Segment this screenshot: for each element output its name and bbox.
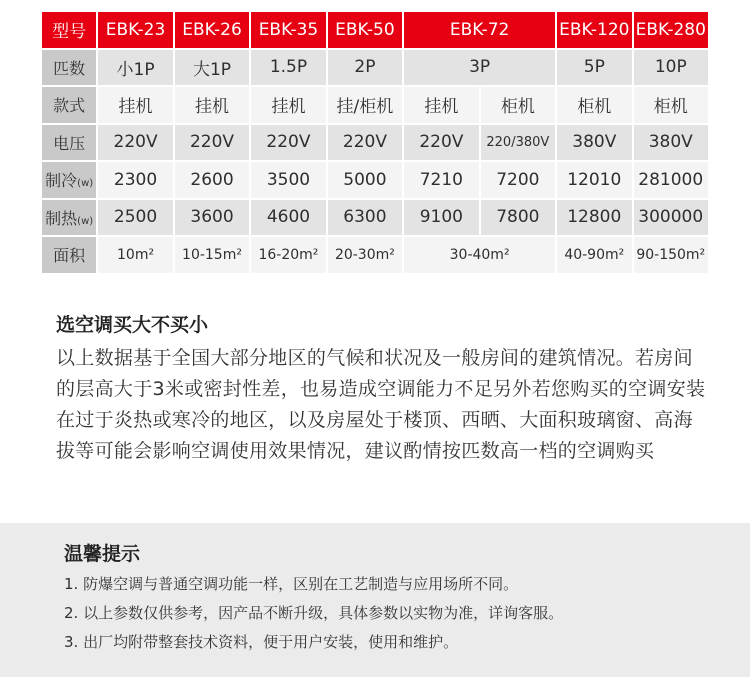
table-cell: 16-20m²	[251, 237, 325, 273]
advice-title: 选空调买大不买小	[56, 314, 209, 336]
table-row	[42, 87, 708, 123]
row-label-unit: (w)	[77, 178, 94, 190]
table-row	[42, 200, 708, 236]
table-header-row	[42, 12, 708, 48]
table-cell: 2P	[328, 50, 402, 86]
table-cell: 10-15m²	[175, 237, 249, 273]
row-label-text: 制冷	[45, 171, 78, 191]
table-cell: 柜机	[634, 87, 708, 123]
table-cell: 2300	[98, 162, 172, 198]
table-cell: 300000	[634, 200, 708, 236]
tips-item: 2. 以上参数仅供参考，因产品不断升级，具体参数以实物为准，详询客服。	[64, 604, 564, 622]
header-model: EBK-26	[175, 12, 249, 48]
table-cell: 220V	[251, 125, 325, 161]
table-cell: 4600	[251, 200, 325, 236]
table-cell: 1.5P	[251, 50, 325, 86]
advice-section	[56, 310, 706, 467]
table-cell: 30-40m²	[404, 237, 555, 273]
table-cell: 挂/柜机	[328, 87, 402, 123]
table-cell: 2600	[175, 162, 249, 198]
spec-table	[40, 10, 710, 275]
row-label: 电压	[42, 125, 96, 161]
table-cell: 20-30m²	[328, 237, 402, 273]
table-cell: 大1P	[175, 50, 249, 86]
table-cell: 380V	[634, 125, 708, 161]
header-model: EBK-50	[328, 12, 402, 48]
table-cell: 5P	[557, 50, 631, 86]
row-label: 匹数	[42, 50, 96, 86]
row-label	[42, 200, 96, 236]
table-cell: 柜机	[557, 87, 631, 123]
row-label-unit: (w)	[77, 215, 94, 227]
tips-panel	[0, 523, 750, 677]
table-row	[42, 162, 708, 198]
table-cell: 90-150m²	[634, 237, 708, 273]
tips-list	[64, 570, 563, 657]
table-cell: 小1P	[98, 50, 172, 86]
table-cell: 6300	[328, 200, 402, 236]
table-cell: 220V	[328, 125, 402, 161]
table-cell: 220V	[404, 125, 478, 161]
table-cell: 10m²	[98, 237, 172, 273]
table-cell: 3500	[251, 162, 325, 198]
table-cell: 10P	[634, 50, 708, 86]
row-label: 面积	[42, 237, 96, 273]
table-row	[42, 237, 708, 273]
table-cell: 挂机	[98, 87, 172, 123]
header-model: EBK-120	[557, 12, 631, 48]
header-model: EBK-280	[634, 12, 708, 48]
table-cell: 380V	[557, 125, 631, 161]
table-cell: 12800	[557, 200, 631, 236]
table-cell: 220V	[98, 125, 172, 161]
table-cell: 5000	[328, 162, 402, 198]
table-cell: 12010	[557, 162, 631, 198]
table-cell: 9100	[404, 200, 478, 236]
table-row	[42, 125, 708, 161]
header-model-label: 型号	[42, 12, 96, 48]
table-cell: 挂机	[404, 87, 478, 123]
table-cell: 3P	[404, 50, 555, 86]
table-row	[42, 50, 708, 86]
table-cell: 220/380V	[481, 125, 555, 161]
table-cell: 3600	[175, 200, 249, 236]
row-label: 款式	[42, 87, 96, 123]
table-cell: 挂机	[251, 87, 325, 123]
table-cell: 柜机	[481, 87, 555, 123]
table-cell: 7200	[481, 162, 555, 198]
table-cell: 7210	[404, 162, 478, 198]
advice-body: 以上数据基于全国大部分地区的气候和状况及一般房间的建筑情况。若房间的层高大于3米或密封性差，也易造成空调能力不足另外若您购买的空调安装在过于炎热或寒冷的地区，以及房屋处于楼顶、西晒、大面积玻璃窗、高海拔等可能会影响空调使用效果情况，建议酌情按匹数高一档的空调购买	[56, 347, 706, 462]
table-cell: 2500	[98, 200, 172, 236]
tips-item: 3. 出厂均附带整套技术资料，便于用户安装，使用和维护。	[64, 633, 459, 651]
header-model: EBK-23	[98, 12, 172, 48]
table-cell: 挂机	[175, 87, 249, 123]
header-model: EBK-72	[404, 12, 555, 48]
tips-title: 温馨提示	[64, 543, 141, 565]
table-cell: 40-90m²	[557, 237, 631, 273]
header-model: EBK-35	[251, 12, 325, 48]
table-cell: 281000	[634, 162, 708, 198]
table-cell: 7800	[481, 200, 555, 236]
row-label	[42, 162, 96, 198]
tips-item: 1. 防爆空调与普通空调功能一样，区别在工艺制造与应用场所不同。	[64, 575, 519, 593]
row-label-text: 制热	[45, 208, 78, 228]
table-cell: 220V	[175, 125, 249, 161]
